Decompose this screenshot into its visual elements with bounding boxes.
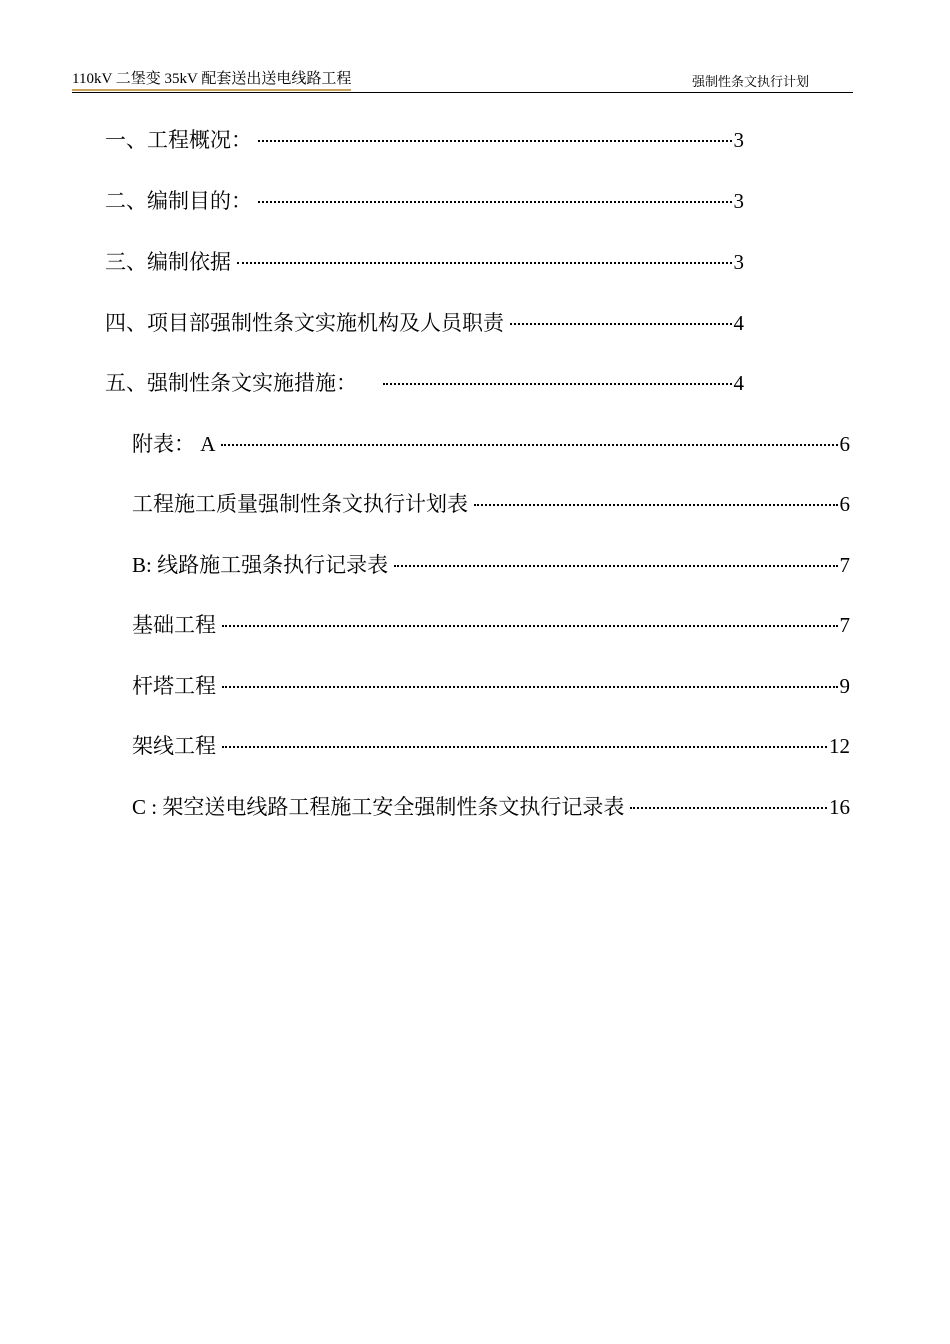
toc-entry[interactable] [132, 612, 850, 638]
toc-entry[interactable] [105, 188, 744, 214]
toc-entry-page: 16 [829, 795, 850, 819]
toc-dot-leader [222, 746, 827, 748]
toc-entry[interactable] [132, 431, 850, 457]
toc-entry[interactable] [105, 310, 744, 336]
toc-entry[interactable] [132, 491, 850, 517]
toc-entry-title: 四、项目部强制性条文实施机构及人员职责 [105, 311, 504, 335]
toc-entry-title: 附表： A [132, 432, 216, 456]
toc-entry-title: 杆塔工程 [132, 674, 216, 698]
toc-entry-title: 一、工程概况： [105, 128, 252, 152]
toc-entry-page: 7 [839, 553, 850, 577]
toc-entry[interactable] [132, 673, 850, 699]
toc-dot-leader [258, 140, 732, 142]
toc-entry[interactable] [132, 794, 850, 820]
toc-entry[interactable] [105, 249, 744, 275]
toc-entry-title: C : 架空送电线路工程施工安全强制性条文执行记录表 [132, 795, 625, 819]
toc-dot-leader [630, 807, 827, 809]
toc-entry-page: 4 [733, 371, 744, 395]
toc-entry-page: 3 [733, 189, 744, 213]
toc-entry-page: 3 [733, 250, 744, 274]
toc-dot-leader [258, 201, 732, 203]
toc-entry-page: 3 [733, 128, 744, 152]
page-header [72, 68, 853, 93]
toc-dot-leader [222, 686, 838, 688]
toc-entry[interactable] [132, 552, 850, 578]
toc-dot-leader [394, 565, 837, 567]
toc-entry[interactable] [105, 127, 744, 153]
toc-entry-title: B: 线路施工强条执行记录表 [132, 553, 389, 577]
toc-entry-title: 工程施工质量强制性条文执行计划表 [132, 492, 468, 516]
toc-entry[interactable] [105, 370, 744, 396]
toc-dot-leader [237, 262, 732, 264]
toc-entry-page: 6 [839, 492, 850, 516]
header-document-title: 强制性条文执行计划 [691, 74, 809, 89]
toc-entry-title: 五、强制性条文实施措施： [105, 371, 357, 395]
toc-entry-title: 三、编制依据 [105, 250, 231, 274]
toc-dot-leader [474, 504, 838, 506]
toc-entry[interactable] [132, 733, 850, 759]
toc-dot-leader [383, 383, 732, 385]
toc-entry-title: 架线工程 [132, 734, 216, 758]
toc-entry-page: 12 [829, 734, 850, 758]
toc-entry-page: 6 [839, 432, 850, 456]
toc-dot-leader [221, 444, 837, 446]
toc-entry-page: 9 [839, 674, 850, 698]
toc-entry-page: 7 [839, 613, 850, 637]
header-project-title: 110kV 二堡变 35kV 配套送出送电线路工程 [72, 70, 351, 91]
toc-entry-title: 二、编制目的： [105, 189, 252, 213]
toc-entry-title: 基础工程 [132, 613, 216, 637]
toc-entry-page: 4 [733, 311, 744, 335]
toc-dot-leader [222, 625, 838, 627]
toc-dot-leader [510, 323, 732, 325]
